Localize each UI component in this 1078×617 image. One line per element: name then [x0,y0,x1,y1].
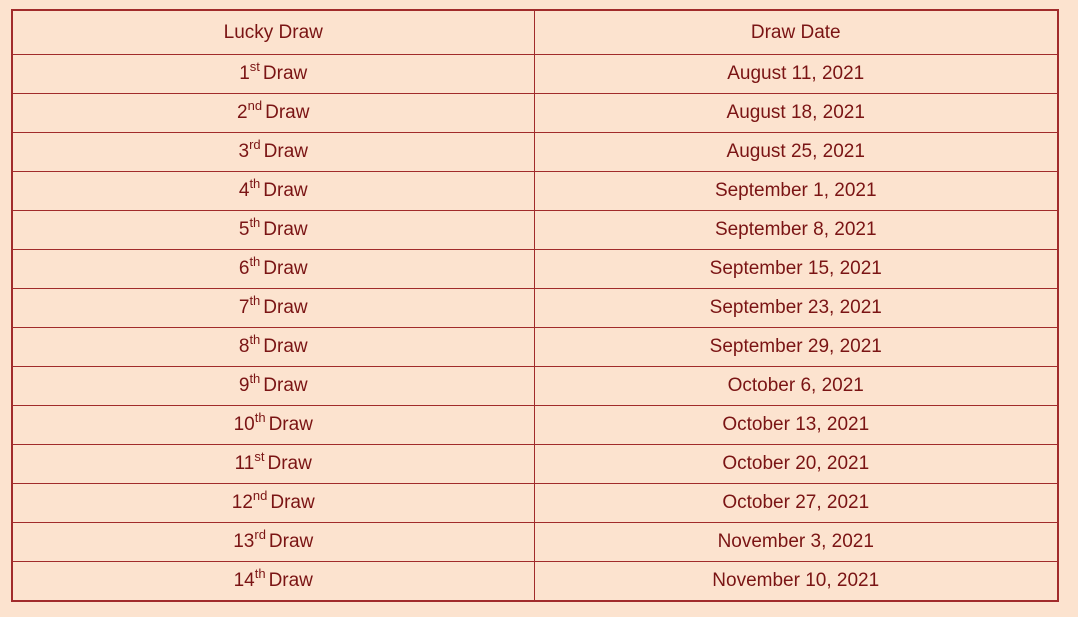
draw-number: 2 [237,102,248,123]
draw-ordinal-suffix: rd [254,527,266,543]
draw-number: 12 [231,492,253,513]
draw-ordinal-suffix: rd [249,137,261,153]
draw-name-cell [12,94,534,133]
draw-name-cell [12,523,534,562]
draw-name-cell [12,250,534,289]
draw-word: Draw [263,336,308,357]
draw-number: 5 [238,219,250,240]
draw-date-cell: September 8, 2021 [534,211,1058,250]
draw-word: Draw [263,180,308,201]
draw-word: Draw [263,375,308,396]
draw-date-cell: October 20, 2021 [534,445,1058,484]
draw-number: 9 [238,375,250,396]
draw-date-cell: August 11, 2021 [534,55,1058,94]
draw-date-cell: August 25, 2021 [534,133,1058,172]
draw-ordinal-suffix: th [249,254,261,270]
table-body [12,55,1058,602]
table-row [12,406,1058,445]
draw-ordinal-suffix: th [249,176,261,192]
draw-ordinal-suffix: th [249,371,261,387]
draw-word: Draw [268,414,313,435]
draw-ordinal-suffix: st [254,449,265,465]
draw-number: 7 [238,297,250,318]
draw-date-cell: September 15, 2021 [534,250,1058,289]
draw-name-cell [12,328,534,367]
table-row [12,328,1058,367]
table-row [12,484,1058,523]
table-row [12,367,1058,406]
draw-name-cell [12,445,534,484]
draw-ordinal-suffix: th [249,215,261,231]
draw-word: Draw [267,453,312,474]
lucky-draw-schedule-table [11,9,1059,602]
draw-ordinal-suffix: st [249,59,260,75]
draw-ordinal-suffix: th [249,332,261,348]
table-row [12,133,1058,172]
draw-word: Draw [263,258,308,279]
draw-name-cell [12,484,534,523]
draw-ordinal-suffix: nd [247,98,263,114]
draw-date-cell: September 29, 2021 [534,328,1058,367]
draw-word: Draw [263,297,308,318]
draw-ordinal-suffix: th [249,293,261,309]
table-row [12,445,1058,484]
draw-date-cell: September 23, 2021 [534,289,1058,328]
draw-date-cell: October 27, 2021 [534,484,1058,523]
draw-date-cell: October 13, 2021 [534,406,1058,445]
draw-word: Draw [268,570,313,591]
draw-name-cell [12,211,534,250]
draw-word: Draw [268,531,314,552]
draw-date-cell: August 18, 2021 [534,94,1058,133]
draw-word: Draw [262,63,308,84]
draw-number: 4 [238,180,250,201]
draw-number: 11 [234,453,255,474]
table-header-row [12,10,1058,55]
draw-number: 3 [238,141,250,162]
draw-name-cell [12,133,534,172]
draw-word: Draw [265,102,310,123]
draw-ordinal-suffix: nd [252,488,268,504]
table-row [12,94,1058,133]
table-row [12,562,1058,602]
table-row [12,250,1058,289]
draw-word: Draw [270,492,315,513]
draw-number: 13 [233,531,255,552]
draw-word: Draw [263,141,308,162]
draw-name-cell [12,562,534,602]
table-row [12,523,1058,562]
draw-date-cell: September 1, 2021 [534,172,1058,211]
draw-number: 6 [238,258,250,279]
draw-word: Draw [263,219,308,240]
draw-number: 14 [233,570,255,591]
draw-name-cell [12,367,534,406]
draw-ordinal-suffix: th [254,410,266,426]
draw-date-cell: November 3, 2021 [534,523,1058,562]
header-draw-date: Draw Date [534,10,1058,55]
draw-number: 1 [239,63,250,84]
header-lucky-draw: Lucky Draw [12,10,534,55]
draw-name-cell [12,406,534,445]
draw-name-cell [12,55,534,94]
draw-number: 8 [238,336,250,357]
table-row [12,289,1058,328]
draw-date-cell: November 10, 2021 [534,562,1058,602]
draw-name-cell [12,172,534,211]
draw-number: 10 [233,414,255,435]
table-row [12,55,1058,94]
table-row [12,172,1058,211]
draw-date-cell: October 6, 2021 [534,367,1058,406]
draw-name-cell [12,289,534,328]
table-row [12,211,1058,250]
draw-ordinal-suffix: th [254,566,266,582]
